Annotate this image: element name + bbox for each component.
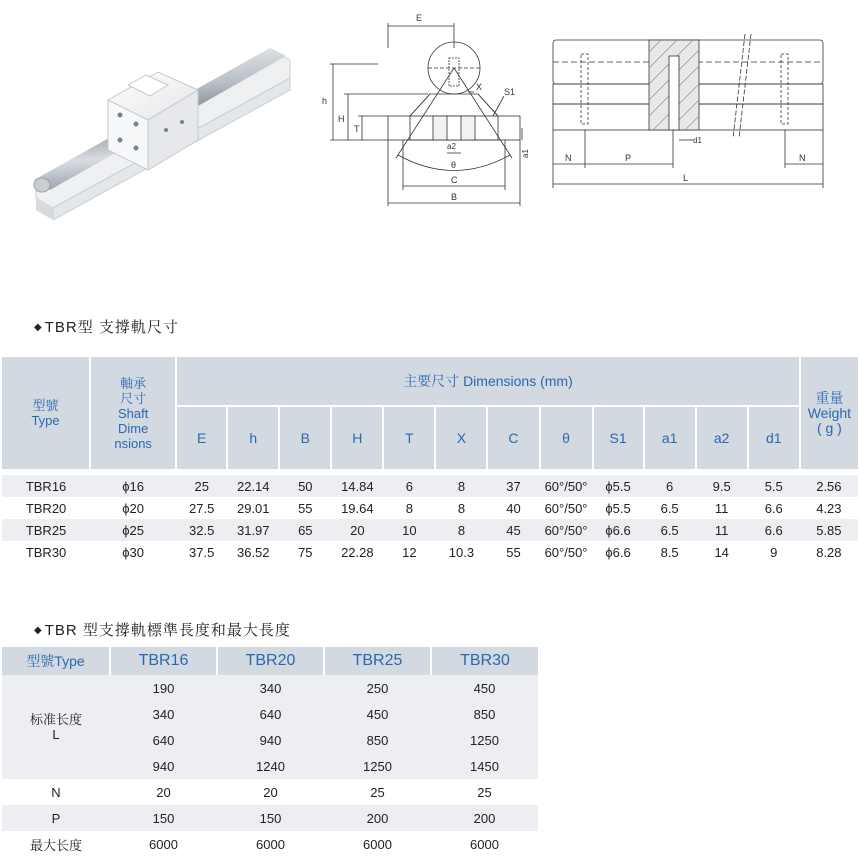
header-type: 型號 Type: [2, 357, 90, 472]
section-title-dimensions-text: TBR型 支撐軌尺寸: [44, 319, 179, 336]
row-label: P: [2, 805, 110, 831]
label-C: C: [451, 175, 458, 185]
length-header-tbr20: TBR20: [217, 647, 324, 675]
value-cell: 55: [487, 541, 539, 563]
length-header-tbr30: TBR30: [431, 647, 538, 675]
value-cell: 6.6: [748, 497, 800, 519]
value-cell: 45: [487, 519, 539, 541]
label-E: E: [416, 13, 423, 23]
label-T: T: [354, 124, 360, 134]
value-cell: 8.5: [644, 541, 696, 563]
label-X: X: [476, 82, 483, 92]
model-cell: TBR20: [2, 497, 90, 519]
header-a2: a2: [696, 406, 748, 472]
table-row: [2, 519, 858, 541]
value-cell: 20: [156, 784, 171, 800]
value-cell: 2.56: [800, 472, 858, 497]
value-cell: 14: [696, 541, 748, 563]
value-cell: 850: [324, 727, 431, 753]
value-cell: ϕ16: [90, 472, 176, 497]
value-cell: 5.5: [748, 472, 800, 497]
header-theta: θ: [540, 406, 593, 472]
section-title-lengths: [34, 619, 291, 640]
model-cell: TBR25: [2, 519, 90, 541]
value-cell: 250: [324, 675, 431, 701]
value-cell: 1240: [217, 753, 324, 779]
section-title-lengths-text: TBR 型支撐軌標準長度和最大長度: [44, 622, 291, 639]
value-cell: 8: [383, 497, 435, 519]
value-cell: 14.84: [331, 472, 383, 497]
dimensions-table: [2, 357, 858, 563]
header-E: E: [176, 406, 227, 472]
label-S1: S1: [504, 87, 516, 97]
header-H: H: [331, 406, 383, 472]
value-cell: 200: [431, 805, 538, 831]
value-cell: 25: [370, 784, 385, 800]
length-header-tbr25: TBR25: [324, 647, 431, 675]
value-cell: 8: [435, 472, 487, 497]
header-B: B: [279, 406, 331, 472]
header-h: h: [227, 406, 279, 472]
value-cell: 4.23: [800, 497, 858, 519]
label-B: B: [451, 192, 458, 202]
value-cell: 65: [279, 519, 331, 541]
value-cell: 55: [279, 497, 331, 519]
header-d1: d1: [748, 406, 800, 472]
n-row: [2, 779, 538, 805]
value-cell: 150: [110, 805, 217, 831]
diamond-bullet-icon: ◆: [34, 625, 43, 636]
value-cell: 6.5: [644, 497, 696, 519]
label-N-left: N: [565, 153, 572, 163]
value-cell: 19.64: [331, 497, 383, 519]
table-row: [2, 541, 858, 563]
side-view-drawing: [545, 28, 835, 188]
value-cell: 1250: [431, 727, 538, 753]
value-cell: 340: [217, 675, 324, 701]
value-cell: 6000: [470, 836, 499, 852]
section-title-dimensions: [34, 316, 179, 337]
value-cell: 5.85: [800, 519, 858, 541]
header-S1: S1: [593, 406, 644, 472]
header-weight: 重量 Weight ( g ): [800, 357, 858, 472]
value-cell: 9.5: [696, 472, 748, 497]
label-h: h: [322, 96, 328, 106]
value-cell: 32.5: [176, 519, 227, 541]
row-label: 最大长度: [29, 837, 82, 853]
header-C: C: [487, 406, 539, 472]
label-H: H: [338, 114, 345, 124]
value-cell: 6000: [256, 836, 285, 852]
value-cell: 640: [217, 701, 324, 727]
value-cell: 8.28: [800, 541, 858, 563]
value-cell: ϕ6.6: [593, 519, 644, 541]
value-cell: 37: [487, 472, 539, 497]
max-length-row: [2, 831, 538, 857]
value-cell: ϕ30: [90, 541, 176, 563]
value-cell: 940: [217, 727, 324, 753]
value-cell: 31.97: [227, 519, 279, 541]
value-cell: ϕ6.6: [593, 541, 644, 563]
value-cell: 850: [431, 701, 538, 727]
value-cell: 6.6: [748, 519, 800, 541]
value-cell: 12: [383, 541, 435, 563]
label-d1: d1: [693, 136, 702, 145]
value-cell: 200: [324, 805, 431, 831]
value-cell: 27.5: [176, 497, 227, 519]
value-cell: 450: [324, 701, 431, 727]
value-cell: 25: [176, 472, 227, 497]
table-row: [2, 675, 538, 701]
value-cell: 1250: [324, 753, 431, 779]
value-cell: 11: [696, 519, 748, 541]
model-cell: TBR30: [2, 541, 90, 563]
value-cell: 6.5: [644, 519, 696, 541]
value-cell: 20: [263, 784, 278, 800]
diamond-bullet-icon: ◆: [34, 322, 43, 333]
value-cell: 340: [110, 701, 217, 727]
value-cell: 640: [110, 727, 217, 753]
value-cell: 10.3: [435, 541, 487, 563]
linear-rail-product-image: [28, 30, 318, 220]
table-row: [2, 472, 858, 497]
value-cell: ϕ5.5: [593, 497, 644, 519]
value-cell: 190: [110, 675, 217, 701]
value-cell: ϕ25: [90, 519, 176, 541]
value-cell: 8: [435, 519, 487, 541]
standard-length-table: [2, 647, 538, 857]
model-cell: TBR16: [2, 472, 90, 497]
header-a1: a1: [644, 406, 696, 472]
value-cell: 450: [431, 675, 538, 701]
value-cell: 60°/50°: [540, 472, 593, 497]
label-L: L: [683, 173, 689, 183]
value-cell: 29.01: [227, 497, 279, 519]
value-cell: 20: [331, 519, 383, 541]
value-cell: 1450: [431, 753, 538, 779]
label-N-right: N: [799, 153, 806, 163]
label-P: P: [625, 153, 632, 163]
value-cell: 11: [696, 497, 748, 519]
value-cell: 6: [644, 472, 696, 497]
row-label: N: [51, 784, 61, 800]
label-theta: θ: [451, 160, 457, 170]
value-cell: 6000: [149, 836, 178, 852]
value-cell: 50: [279, 472, 331, 497]
p-row: [2, 805, 538, 831]
value-cell: 6000: [363, 836, 392, 852]
value-cell: 60°/50°: [540, 541, 593, 563]
header-X: X: [435, 406, 487, 472]
header-main-dimensions: 主要尺寸 Dimensions (mm): [176, 357, 800, 406]
length-header-type: 型號Type: [2, 647, 110, 675]
label-a2: a2: [447, 142, 456, 151]
value-cell: 6: [383, 472, 435, 497]
value-cell: 22.14: [227, 472, 279, 497]
value-cell: 25: [477, 784, 492, 800]
value-cell: 60°/50°: [540, 497, 593, 519]
header-shaft-dimensions: 軸承 尺寸 Shaft Dime nsions: [90, 357, 176, 472]
value-cell: ϕ5.5: [593, 472, 644, 497]
value-cell: ϕ20: [90, 497, 176, 519]
value-cell: 8: [435, 497, 487, 519]
label-a1: a1: [521, 149, 530, 158]
table-row: [2, 497, 858, 519]
value-cell: 40: [487, 497, 539, 519]
value-cell: 36.52: [227, 541, 279, 563]
value-cell: 10: [383, 519, 435, 541]
value-cell: 37.5: [176, 541, 227, 563]
front-view-drawing: [318, 8, 538, 213]
header-T: T: [383, 406, 435, 472]
value-cell: 22.28: [331, 541, 383, 563]
value-cell: 150: [217, 805, 324, 831]
value-cell: 940: [110, 753, 217, 779]
value-cell: 9: [748, 541, 800, 563]
value-cell: 60°/50°: [540, 519, 593, 541]
length-header-tbr16: TBR16: [110, 647, 217, 675]
standard-length-label: 标准长度 L: [2, 675, 110, 779]
value-cell: 75: [279, 541, 331, 563]
